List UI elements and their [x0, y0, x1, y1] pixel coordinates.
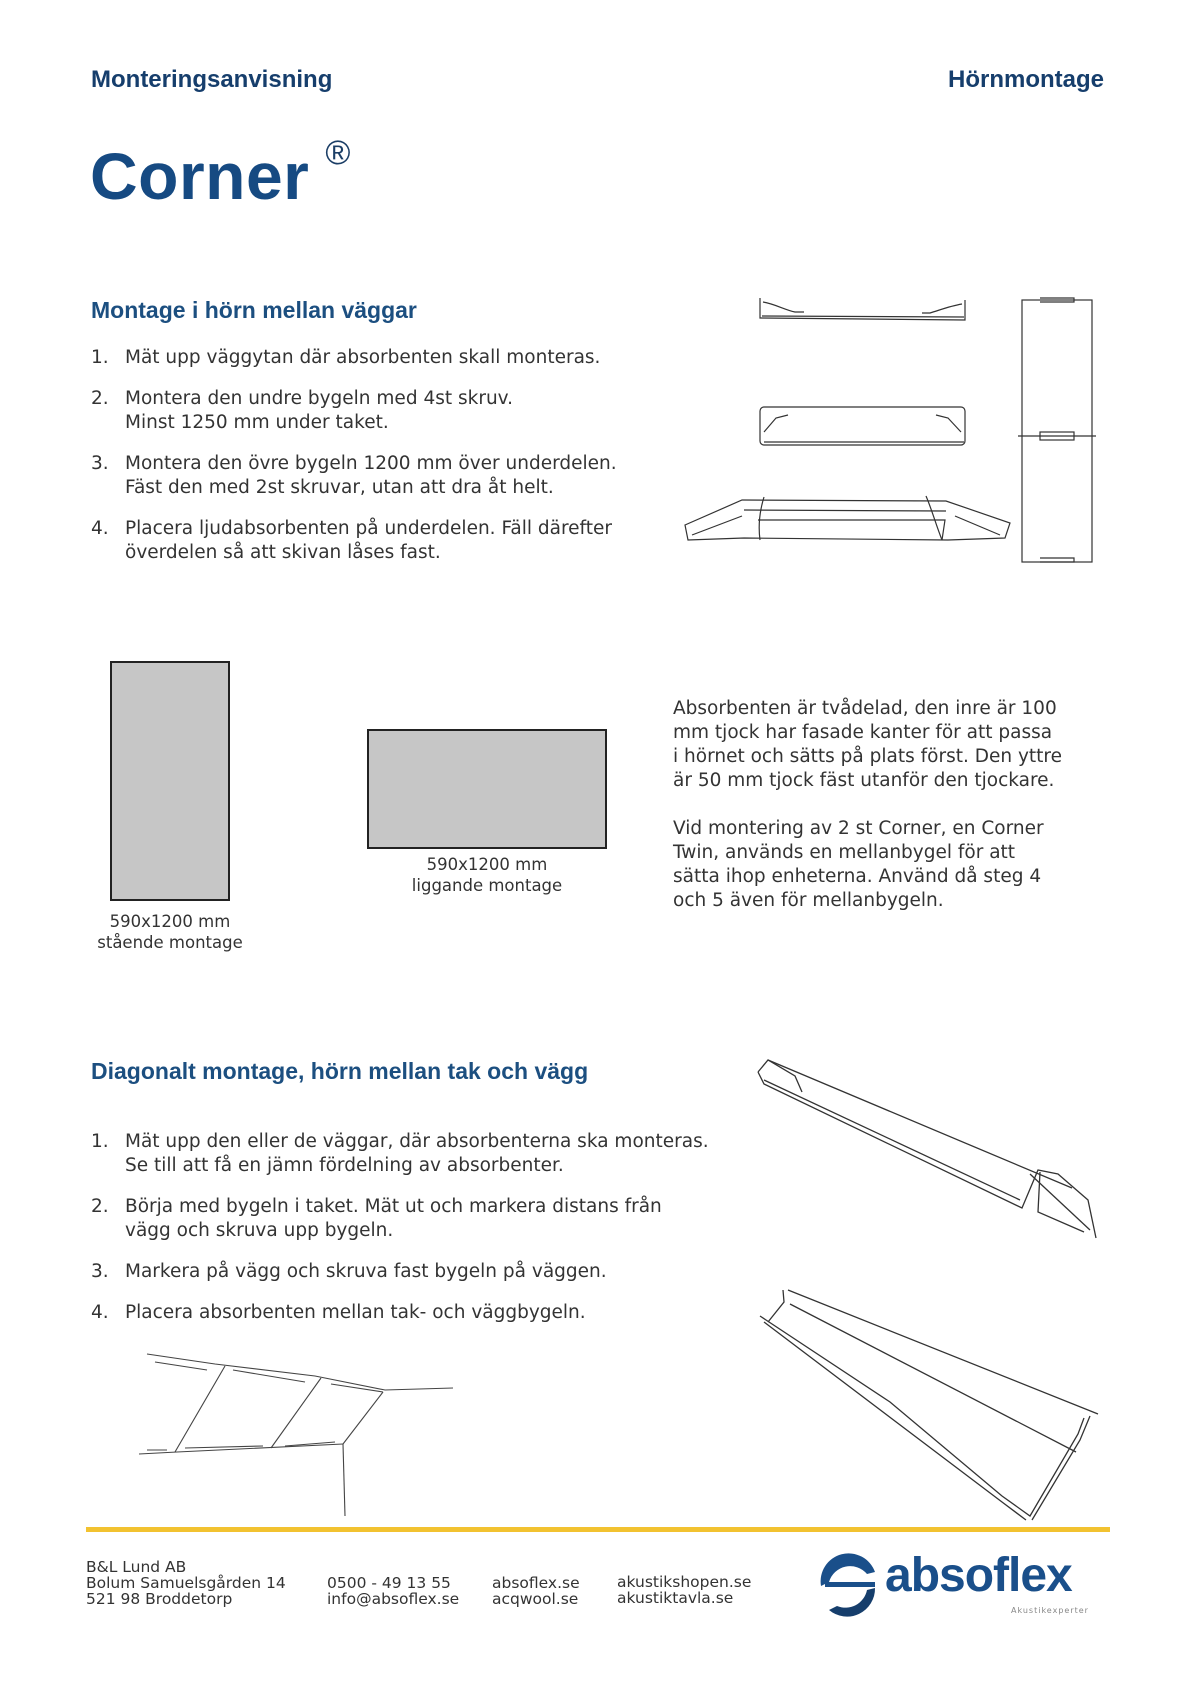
logo-mark-icon [815, 1552, 883, 1618]
step-number: 2. [91, 388, 109, 409]
website-link[interactable]: akustiktavla.se [617, 1589, 734, 1607]
logo-wordmark: absoflex [885, 1549, 1072, 1602]
standing-panel-illustration [110, 661, 230, 901]
footer-address [86, 1559, 286, 1607]
section1-steps [91, 346, 691, 582]
step-item [91, 452, 691, 500]
lying-panel-illustration [367, 729, 607, 849]
step-text: Placera ljudabsorbenten på underdelen. Fäll därefter överdelen så att skivan låses fast. [125, 518, 612, 563]
step-text: Börja med bygeln i taket. Mät ut och markera distans från vägg och skruva upp bygeln. [125, 1196, 662, 1241]
step-number: 1. [91, 1131, 109, 1152]
footer-contact [327, 1575, 459, 1607]
email-link[interactable]: info@absoflex.se [327, 1590, 460, 1608]
info-paragraph-2: Vid montering av 2 st Corner, en Corner Twin, används en mellanbygel för att sätta ihop enheterna. Använd då steg 4 och 5 även för mellanbygeln. [673, 818, 1044, 911]
wall-bracket-drawing [740, 1270, 1120, 1530]
footer-websites-2 [617, 1574, 751, 1606]
section1-heading: Montage i hörn mellan väggar [91, 297, 417, 323]
step-item [91, 1195, 771, 1243]
step-item [91, 517, 691, 565]
logo-tagline: Akustikexperter [1011, 1606, 1089, 1615]
registered-trademark: ® [325, 134, 351, 172]
website-link[interactable]: absoflex.se [492, 1574, 580, 1592]
doc-type-label: Monteringsanvisning [91, 66, 333, 93]
step-text: Markera på vägg och skruva fast bygeln på väggen. [125, 1261, 607, 1282]
bracket-drawings [680, 290, 1140, 580]
step-number: 3. [91, 453, 109, 474]
standing-panel-caption [80, 911, 260, 953]
postal-address: 521 98 Broddetorp [86, 1590, 233, 1608]
absoflex-logo [815, 1550, 1115, 1620]
ceiling-bracket-drawing [740, 1050, 1120, 1270]
step-item [91, 387, 691, 435]
step-number: 3. [91, 1261, 109, 1282]
lying-panel-label: liggande montage [411, 876, 563, 895]
step-item [91, 1130, 771, 1178]
step-item [91, 1260, 771, 1284]
standing-panel-size: 590x1200 mm [109, 912, 231, 931]
info-paragraph-1: Absorbenten är tvådelad, den inre är 100 mm tjock har fasade kanter för att passa i hörnet och sätts på plats först. Den yttre är 50 mm tjock fäst utanför den tjockare. [673, 698, 1062, 791]
step-text: Mät upp den eller de väggar, där absorbenterna ska monteras. Se till att få en jämn fördelning av absorbenter. [125, 1131, 709, 1176]
footer-websites-1 [492, 1575, 580, 1607]
side-elevation-drawing [1018, 298, 1096, 562]
ceiling-corner-drawing [135, 1340, 455, 1525]
lying-panel-caption [387, 854, 587, 896]
section2-heading: Diagonalt montage, hörn mellan tak och vägg [91, 1058, 589, 1084]
section2-steps [91, 1130, 771, 1342]
step-item [91, 1301, 771, 1325]
step-number: 2. [91, 1196, 109, 1217]
website-link[interactable]: acqwool.se [492, 1590, 579, 1608]
step-number: 4. [91, 518, 109, 539]
product-title [90, 134, 351, 214]
step-text: Mät upp väggytan där absorbenten skall monteras. [125, 347, 601, 368]
step-item [91, 346, 691, 370]
website-link[interactable]: akustikshopen.se [617, 1573, 752, 1591]
lower-bracket-drawing [760, 407, 965, 445]
bracket-perspective-drawing [685, 496, 1010, 540]
upper-bracket-drawing [760, 298, 965, 320]
doc-category-label: Hörnmontage [948, 66, 1104, 93]
phone-number: 0500 - 49 13 55 [327, 1574, 451, 1592]
footer-rule [86, 1527, 1110, 1532]
company-name: B&L Lund AB [86, 1558, 187, 1576]
product-name: Corner [90, 139, 310, 213]
lying-panel-size: 590x1200 mm [426, 855, 548, 874]
step-number: 4. [91, 1302, 109, 1323]
step-text: Placera absorbenten mellan tak- och väggbygeln. [125, 1302, 586, 1323]
step-number: 1. [91, 347, 109, 368]
step-text: Montera den övre bygeln 1200 mm över underdelen. Fäst den med 2st skruvar, utan att dra åt helt. [125, 453, 617, 498]
street-address: Bolum Samuelsgården 14 [86, 1574, 286, 1592]
step-text: Montera den undre bygeln med 4st skruv. Minst 1250 mm under taket. [125, 388, 514, 433]
standing-panel-label: stående montage [97, 933, 243, 952]
